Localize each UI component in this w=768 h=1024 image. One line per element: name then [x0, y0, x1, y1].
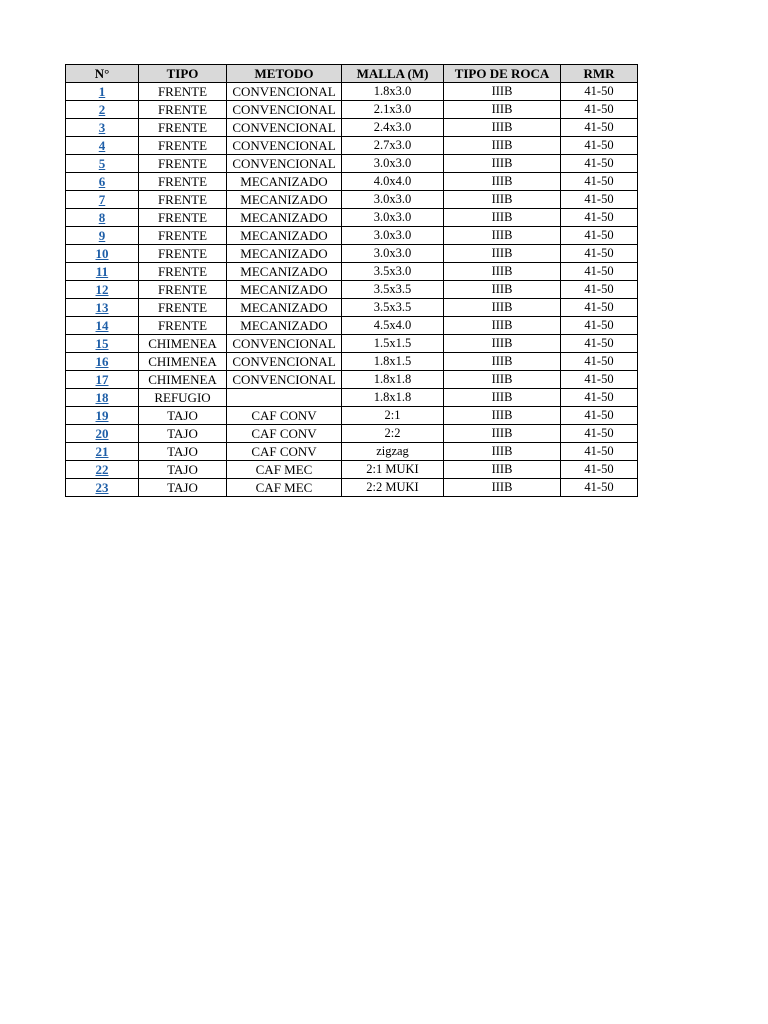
- cell-numero: [66, 101, 139, 119]
- cell-numero: [66, 317, 139, 335]
- cell-tipo-de-roca: IIIB: [444, 443, 561, 461]
- cell-metodo: CONVENCIONAL: [227, 155, 342, 173]
- cell-rmr: 41-50: [561, 119, 638, 137]
- cell-metodo: CONVENCIONAL: [227, 137, 342, 155]
- row-number-link[interactable]: 3: [98, 120, 106, 135]
- cell-malla: 2.1x3.0: [342, 101, 444, 119]
- row-number-link[interactable]: 12: [95, 282, 109, 297]
- table-row: [66, 263, 638, 281]
- cell-numero: [66, 173, 139, 191]
- row-number-link[interactable]: 14: [95, 318, 109, 333]
- cell-rmr: 41-50: [561, 389, 638, 407]
- table-row: [66, 443, 638, 461]
- cell-tipo: TAJO: [139, 461, 227, 479]
- table-row: [66, 479, 638, 497]
- cell-metodo: CONVENCIONAL: [227, 371, 342, 389]
- table-row: [66, 425, 638, 443]
- cell-rmr: 41-50: [561, 281, 638, 299]
- cell-tipo-de-roca: IIIB: [444, 407, 561, 425]
- cell-tipo-de-roca: IIIB: [444, 227, 561, 245]
- cell-rmr: 41-50: [561, 83, 638, 101]
- row-number-link[interactable]: 21: [95, 444, 109, 459]
- cell-tipo-de-roca: IIIB: [444, 281, 561, 299]
- table-row: [66, 281, 638, 299]
- cell-malla: 2:1: [342, 407, 444, 425]
- cell-tipo: CHIMENEA: [139, 353, 227, 371]
- cell-tipo-de-roca: IIIB: [444, 263, 561, 281]
- table-row: [66, 101, 638, 119]
- cell-numero: [66, 461, 139, 479]
- row-number-link[interactable]: 6: [98, 174, 106, 189]
- cell-tipo: FRENTE: [139, 263, 227, 281]
- cell-metodo: CONVENCIONAL: [227, 353, 342, 371]
- cell-tipo: FRENTE: [139, 119, 227, 137]
- cell-tipo: FRENTE: [139, 317, 227, 335]
- row-number-link[interactable]: 1: [98, 84, 106, 99]
- data-table: [65, 64, 638, 497]
- cell-rmr: 41-50: [561, 407, 638, 425]
- cell-rmr: 41-50: [561, 335, 638, 353]
- cell-tipo: FRENTE: [139, 191, 227, 209]
- cell-malla: 2.4x3.0: [342, 119, 444, 137]
- cell-metodo: CAF CONV: [227, 443, 342, 461]
- cell-metodo: MECANIZADO: [227, 191, 342, 209]
- cell-metodo: MECANIZADO: [227, 299, 342, 317]
- cell-rmr: 41-50: [561, 245, 638, 263]
- cell-metodo: CONVENCIONAL: [227, 101, 342, 119]
- row-number-link[interactable]: 23: [95, 480, 109, 495]
- cell-numero: [66, 227, 139, 245]
- cell-rmr: 41-50: [561, 371, 638, 389]
- cell-numero: [66, 83, 139, 101]
- row-number-link[interactable]: 7: [98, 192, 106, 207]
- cell-malla: 3.0x3.0: [342, 227, 444, 245]
- table-row: [66, 461, 638, 479]
- cell-rmr: 41-50: [561, 191, 638, 209]
- cell-numero: [66, 389, 139, 407]
- cell-tipo-de-roca: IIIB: [444, 299, 561, 317]
- cell-tipo-de-roca: IIIB: [444, 461, 561, 479]
- cell-tipo-de-roca: IIIB: [444, 209, 561, 227]
- cell-tipo: TAJO: [139, 479, 227, 497]
- table-row: [66, 335, 638, 353]
- cell-numero: [66, 137, 139, 155]
- table-row: [66, 353, 638, 371]
- table-row: [66, 137, 638, 155]
- table-row: [66, 119, 638, 137]
- cell-numero: [66, 119, 139, 137]
- cell-rmr: 41-50: [561, 227, 638, 245]
- cell-metodo: MECANIZADO: [227, 173, 342, 191]
- cell-malla: 1.8x1.8: [342, 371, 444, 389]
- cell-malla: 1.8x1.5: [342, 353, 444, 371]
- cell-malla: 2:2 MUKI: [342, 479, 444, 497]
- cell-rmr: 41-50: [561, 425, 638, 443]
- table-row: [66, 83, 638, 101]
- cell-tipo-de-roca: IIIB: [444, 137, 561, 155]
- cell-tipo: FRENTE: [139, 155, 227, 173]
- cell-tipo-de-roca: IIIB: [444, 119, 561, 137]
- cell-tipo: FRENTE: [139, 281, 227, 299]
- cell-rmr: 41-50: [561, 353, 638, 371]
- cell-numero: [66, 425, 139, 443]
- table-row: [66, 317, 638, 335]
- table-row: [66, 209, 638, 227]
- table-row: [66, 155, 638, 173]
- cell-tipo: FRENTE: [139, 83, 227, 101]
- cell-malla: 1.5x1.5: [342, 335, 444, 353]
- header-tipo-de-roca: TIPO DE ROCA: [444, 65, 561, 83]
- cell-metodo: [227, 389, 342, 407]
- cell-tipo: FRENTE: [139, 137, 227, 155]
- cell-tipo: FRENTE: [139, 101, 227, 119]
- cell-malla: 3.5x3.5: [342, 299, 444, 317]
- cell-tipo-de-roca: IIIB: [444, 155, 561, 173]
- table-header: [66, 65, 638, 83]
- row-number-link[interactable]: 2: [98, 102, 106, 117]
- cell-numero: [66, 209, 139, 227]
- table-row: [66, 407, 638, 425]
- cell-metodo: MECANIZADO: [227, 281, 342, 299]
- table-row: [66, 245, 638, 263]
- cell-metodo: MECANIZADO: [227, 263, 342, 281]
- table-row: [66, 191, 638, 209]
- cell-metodo: MECANIZADO: [227, 317, 342, 335]
- cell-tipo: FRENTE: [139, 299, 227, 317]
- cell-metodo: CONVENCIONAL: [227, 335, 342, 353]
- cell-tipo: CHIMENEA: [139, 335, 227, 353]
- row-number-link[interactable]: 13: [95, 300, 109, 315]
- table-body: [66, 83, 638, 497]
- cell-tipo-de-roca: IIIB: [444, 83, 561, 101]
- cell-tipo-de-roca: IIIB: [444, 353, 561, 371]
- header-tipo: TIPO: [139, 65, 227, 83]
- cell-numero: [66, 335, 139, 353]
- cell-tipo-de-roca: IIIB: [444, 389, 561, 407]
- cell-malla: 4.5x4.0: [342, 317, 444, 335]
- cell-malla: 3.0x3.0: [342, 191, 444, 209]
- header-row: [66, 65, 638, 83]
- table-row: [66, 299, 638, 317]
- cell-malla: 3.0x3.0: [342, 155, 444, 173]
- cell-tipo-de-roca: IIIB: [444, 335, 561, 353]
- cell-tipo-de-roca: IIIB: [444, 101, 561, 119]
- cell-numero: [66, 479, 139, 497]
- row-number-link[interactable]: 16: [95, 354, 109, 369]
- cell-malla: 3.0x3.0: [342, 209, 444, 227]
- cell-rmr: 41-50: [561, 155, 638, 173]
- cell-tipo: FRENTE: [139, 173, 227, 191]
- cell-rmr: 41-50: [561, 137, 638, 155]
- cell-numero: [66, 245, 139, 263]
- cell-metodo: CAF CONV: [227, 425, 342, 443]
- cell-malla: 2:2: [342, 425, 444, 443]
- table-row: [66, 173, 638, 191]
- row-number-link[interactable]: 9: [98, 228, 106, 243]
- cell-rmr: 41-50: [561, 317, 638, 335]
- cell-tipo: CHIMENEA: [139, 371, 227, 389]
- cell-malla: 3.5x3.5: [342, 281, 444, 299]
- cell-metodo: CONVENCIONAL: [227, 119, 342, 137]
- cell-metodo: MECANIZADO: [227, 209, 342, 227]
- cell-tipo-de-roca: IIIB: [444, 191, 561, 209]
- cell-tipo-de-roca: IIIB: [444, 317, 561, 335]
- row-number-link[interactable]: 5: [98, 156, 106, 171]
- cell-malla: zigzag: [342, 443, 444, 461]
- cell-tipo-de-roca: IIIB: [444, 425, 561, 443]
- cell-rmr: 41-50: [561, 209, 638, 227]
- cell-metodo: CONVENCIONAL: [227, 83, 342, 101]
- cell-malla: 2:1 MUKI: [342, 461, 444, 479]
- row-number-link[interactable]: 17: [95, 372, 109, 387]
- cell-rmr: 41-50: [561, 299, 638, 317]
- cell-rmr: 41-50: [561, 101, 638, 119]
- cell-tipo: TAJO: [139, 407, 227, 425]
- cell-metodo: CAF MEC: [227, 461, 342, 479]
- header-rmr: RMR: [561, 65, 638, 83]
- cell-malla: 4.0x4.0: [342, 173, 444, 191]
- row-number-link[interactable]: 18: [95, 390, 109, 405]
- cell-numero: [66, 263, 139, 281]
- cell-malla: 3.5x3.0: [342, 263, 444, 281]
- row-number-link[interactable]: 8: [98, 210, 106, 225]
- cell-tipo: TAJO: [139, 425, 227, 443]
- cell-rmr: 41-50: [561, 263, 638, 281]
- cell-rmr: 41-50: [561, 443, 638, 461]
- cell-rmr: 41-50: [561, 173, 638, 191]
- row-number-link[interactable]: 11: [95, 264, 109, 279]
- header-numero: N°: [66, 65, 139, 83]
- header-malla: MALLA (M): [342, 65, 444, 83]
- table-row: [66, 371, 638, 389]
- table-row: [66, 227, 638, 245]
- cell-malla: 2.7x3.0: [342, 137, 444, 155]
- cell-tipo-de-roca: IIIB: [444, 245, 561, 263]
- cell-metodo: MECANIZADO: [227, 227, 342, 245]
- cell-numero: [66, 353, 139, 371]
- cell-metodo: CAF CONV: [227, 407, 342, 425]
- cell-malla: 1.8x3.0: [342, 83, 444, 101]
- cell-tipo: FRENTE: [139, 209, 227, 227]
- cell-tipo: FRENTE: [139, 227, 227, 245]
- row-number-link[interactable]: 10: [95, 246, 109, 261]
- cell-tipo-de-roca: IIIB: [444, 173, 561, 191]
- cell-tipo-de-roca: IIIB: [444, 371, 561, 389]
- cell-tipo-de-roca: IIIB: [444, 479, 561, 497]
- cell-malla: 3.0x3.0: [342, 245, 444, 263]
- row-number-link[interactable]: 22: [95, 462, 109, 477]
- table-row: [66, 389, 638, 407]
- row-number-link[interactable]: 15: [95, 336, 109, 351]
- cell-malla: 1.8x1.8: [342, 389, 444, 407]
- cell-rmr: 41-50: [561, 461, 638, 479]
- row-number-link[interactable]: 20: [95, 426, 109, 441]
- cell-tipo: TAJO: [139, 443, 227, 461]
- cell-metodo: MECANIZADO: [227, 245, 342, 263]
- cell-numero: [66, 407, 139, 425]
- cell-numero: [66, 443, 139, 461]
- header-metodo: METODO: [227, 65, 342, 83]
- cell-rmr: 41-50: [561, 479, 638, 497]
- cell-tipo: FRENTE: [139, 245, 227, 263]
- cell-numero: [66, 371, 139, 389]
- cell-numero: [66, 191, 139, 209]
- cell-numero: [66, 155, 139, 173]
- row-number-link[interactable]: 4: [98, 138, 106, 153]
- cell-tipo: REFUGIO: [139, 389, 227, 407]
- cell-metodo: CAF MEC: [227, 479, 342, 497]
- cell-numero: [66, 299, 139, 317]
- row-number-link[interactable]: 19: [95, 408, 109, 423]
- cell-numero: [66, 281, 139, 299]
